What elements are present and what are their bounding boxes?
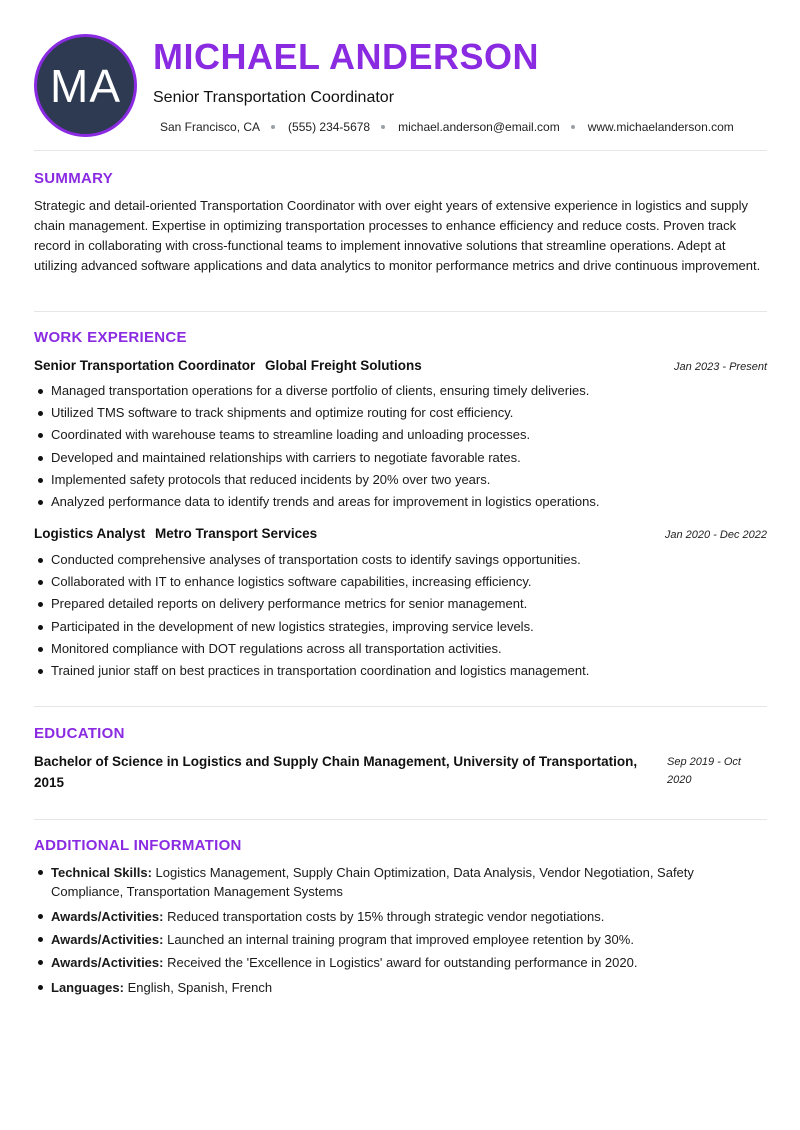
contact-location: San Francisco, CA [160,120,261,134]
item-text: Launched an internal training program that improved employee retention by 30%. [167,932,634,947]
job-header [34,358,767,373]
experience-heading: WORK EXPERIENCE [34,329,187,346]
item-text: Reduced transportation costs by 15% through strategic vendor negotiations. [167,909,605,924]
separator-dot-icon [381,125,385,129]
job-bullets [34,549,767,682]
education-entry [34,751,767,793]
list-item: Conducted comprehensive analyses of transportation costs to identify savings opportunities. [34,549,767,571]
section-divider [34,706,767,707]
item-label: Awards/Activities: [51,909,164,924]
job-title: Senior Transportation Coordinator [34,358,256,373]
list-item: Collaborated with IT to enhance logistics software capabilities, increasing efficiency. [34,571,767,593]
item-text: English, Spanish, French [127,980,273,995]
summary-text: Strategic and detail-oriented Transportation Coordinator with over eight years of extensive experience in logistics and supply chain management. Expertise in optimizing transportation processes to enhance efficiency and reduce costs. Proven track record in collaborating with cross-functional teams to implement innovative solutions that streamline operations. Adept at utilizing advanced software applications and data analytics to monitor performance metrics and drive continuous improvement. [34,198,761,273]
list-item: Utilized TMS software to track shipments and optimize routing for cost efficiency. [34,402,767,424]
education-dates: Sep 2019 - Oct 2020 [667,756,741,786]
candidate-name: MICHAEL ANDERSON [153,36,540,77]
section-divider [34,150,767,151]
separator-dot-icon [571,125,575,129]
section-divider [34,311,767,312]
list-item: Managed transportation operations for a diverse portfolio of clients, ensuring timely deliveries. [34,380,767,402]
job-header [34,526,767,541]
item-label: Languages: [51,980,124,995]
list-item [34,930,767,949]
list-item: Prepared detailed reports on delivery performance metrics for senior management. [34,593,767,615]
section-divider [34,819,767,820]
list-item: Analyzed performance data to identify trends and areas for improvement in logistics operations. [34,491,767,513]
education-degree: Bachelor of Science in Logistics and Supply Chain Management, University of Transportation, 2015 [34,754,638,790]
avatar-initials: MA [50,59,121,112]
item-label: Awards/Activities: [51,932,164,947]
item-text: Received the 'Excellence in Logistics' award for outstanding performance in 2020. [167,955,638,970]
list-item: Monitored compliance with DOT regulations across all transportation activities. [34,638,767,660]
list-item: Coordinated with warehouse teams to streamline loading and unloading processes. [34,424,767,446]
education-heading: EDUCATION [34,725,125,742]
job-title: Logistics Analyst [34,526,146,541]
list-item: Developed and maintained relationships with carriers to negotiate favorable rates. [34,447,767,469]
contact-phone[interactable]: (555) 234-5678 [288,120,371,134]
avatar [34,34,137,137]
list-item [34,978,767,997]
list-item [34,953,767,972]
job-bullets [34,380,767,513]
separator-dot-icon [271,125,275,129]
additional-list [34,863,767,1001]
item-label: Awards/Activities: [51,955,164,970]
summary-heading: SUMMARY [34,170,114,187]
job-dates: Jan 2020 - Dec 2022 [664,529,767,541]
item-text: Logistics Management, Supply Chain Optimization, Data Analysis, Vendor Negotiation, Safety Compliance, Transportation Management Systems [51,865,694,899]
list-item: Participated in the development of new logistics strategies, improving service levels. [34,616,767,638]
job-company: Global Freight Solutions [265,358,422,373]
contact-bar [160,120,734,134]
job-company: Metro Transport Services [155,526,318,541]
list-item: Implemented safety protocols that reduced incidents by 20% over two years. [34,469,767,491]
candidate-title: Senior Transportation Coordinator [153,89,395,106]
job-dates: Jan 2023 - Present [674,361,767,373]
list-item [34,907,767,926]
item-label: Technical Skills: [51,865,152,880]
list-item: Trained junior staff on best practices in transportation coordination and logistics management. [34,660,767,682]
additional-heading: ADDITIONAL INFORMATION [34,837,242,854]
contact-email[interactable]: michael.anderson@email.com [398,120,560,134]
contact-website[interactable]: www.michaelanderson.com [587,120,734,134]
list-item [34,863,767,901]
